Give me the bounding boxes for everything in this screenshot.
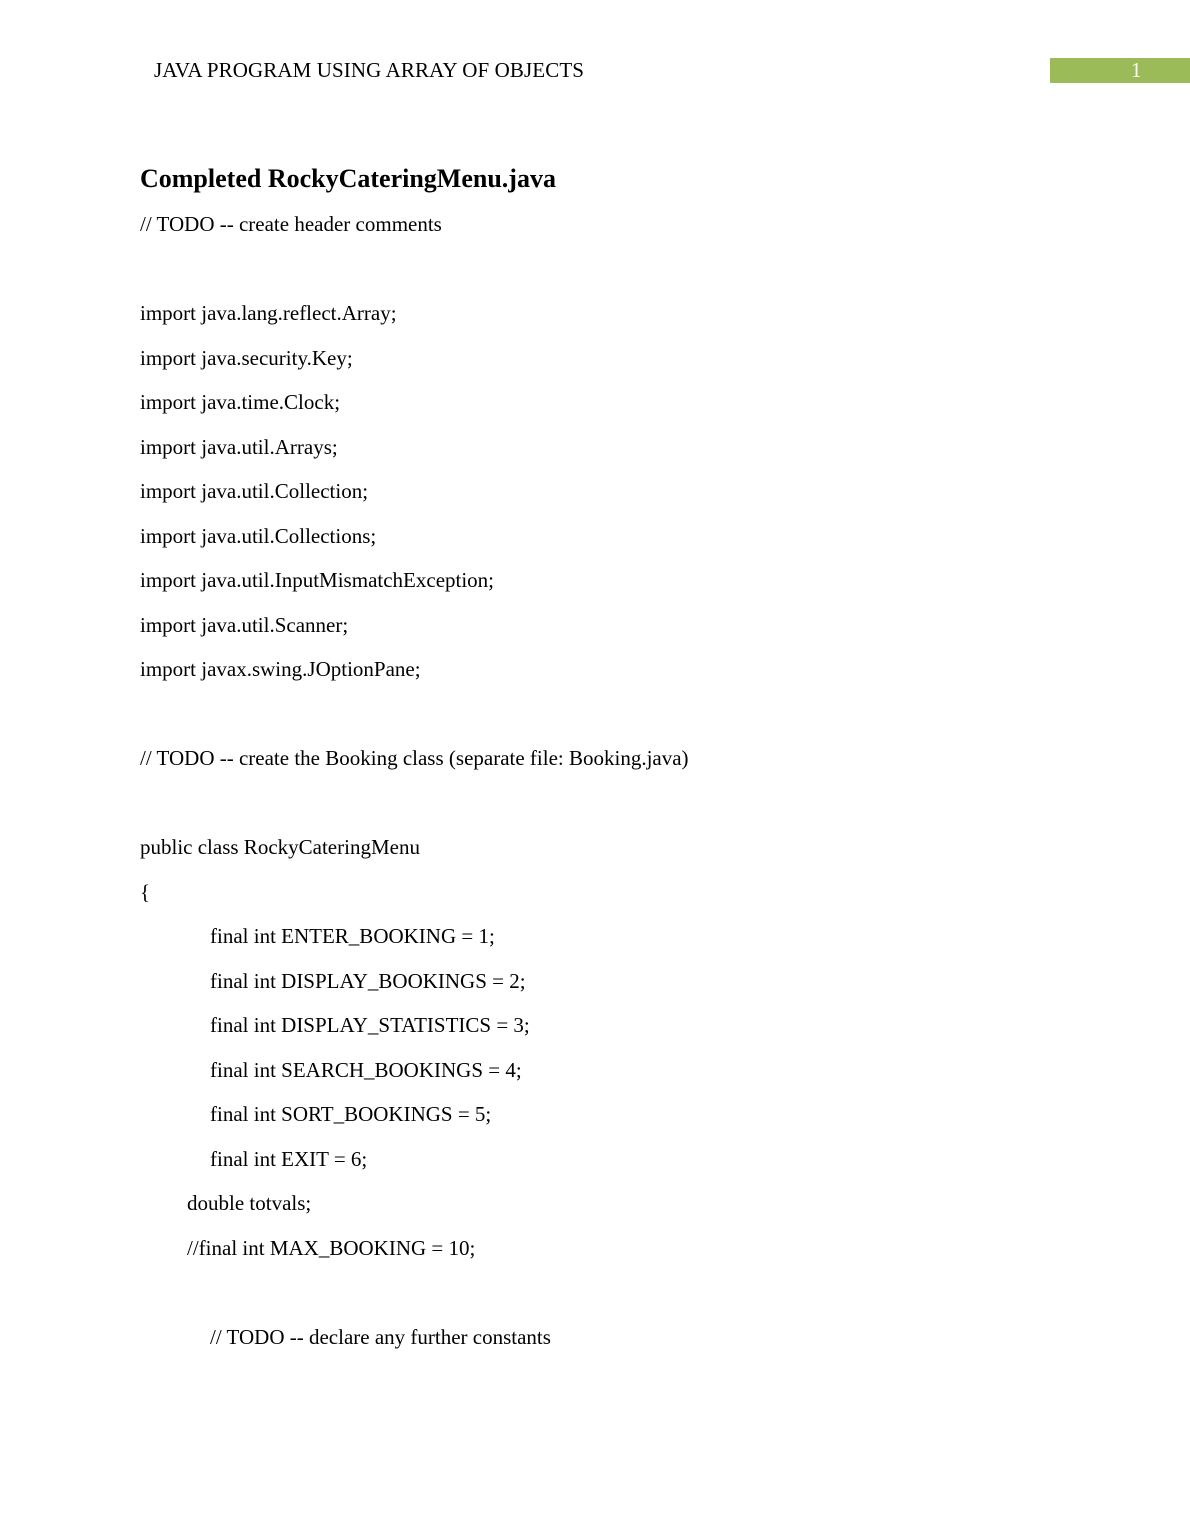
code-line: { <box>140 879 151 904</box>
code-listing <box>140 208 1140 1365</box>
code-line: final int DISPLAY_BOOKINGS = 2; <box>210 968 526 993</box>
document-title: Completed RockyCateringMenu.java <box>140 164 556 193</box>
code-line: final int SEARCH_BOOKINGS = 4; <box>210 1057 522 1082</box>
page-number-box <box>1050 58 1190 83</box>
code-line: final int DISPLAY_STATISTICS = 3; <box>210 1013 530 1037</box>
code-line: // TODO -- declare any further constants <box>210 1324 551 1349</box>
blank-line <box>140 698 1140 743</box>
blank-line <box>140 787 1140 832</box>
code-line: import java.time.Clock; <box>140 390 341 414</box>
blank-line <box>140 1276 1140 1321</box>
code-line: import javax.swing.JOptionPane; <box>140 657 421 681</box>
code-line: //final int MAX_BOOKING = 10; <box>187 1235 476 1260</box>
code-line: import java.util.Arrays; <box>140 434 338 459</box>
code-line: // TODO -- create the Booking class (separate file: Booking.java) <box>140 746 689 770</box>
code-line: import java.util.Collections; <box>140 523 377 548</box>
code-line: // TODO -- create header comments <box>140 212 442 236</box>
code-line: final int EXIT = 6; <box>210 1146 368 1171</box>
running-head: JAVA PROGRAM USING ARRAY OF OBJECTS <box>154 58 585 82</box>
page-number: 1 <box>1131 58 1142 82</box>
code-line: import java.util.Scanner; <box>140 612 349 637</box>
code-line: import java.lang.reflect.Array; <box>140 301 397 325</box>
code-line: final int SORT_BOOKINGS = 5; <box>210 1102 492 1126</box>
code-line: import java.util.Collection; <box>140 479 369 503</box>
code-line: public class RockyCateringMenu <box>140 835 420 859</box>
code-line: import java.util.InputMismatchException; <box>140 568 495 592</box>
blank-line <box>140 253 1140 298</box>
code-line: double totvals; <box>187 1191 312 1215</box>
code-line: final int ENTER_BOOKING = 1; <box>210 924 495 948</box>
code-line: import java.security.Key; <box>140 345 353 370</box>
